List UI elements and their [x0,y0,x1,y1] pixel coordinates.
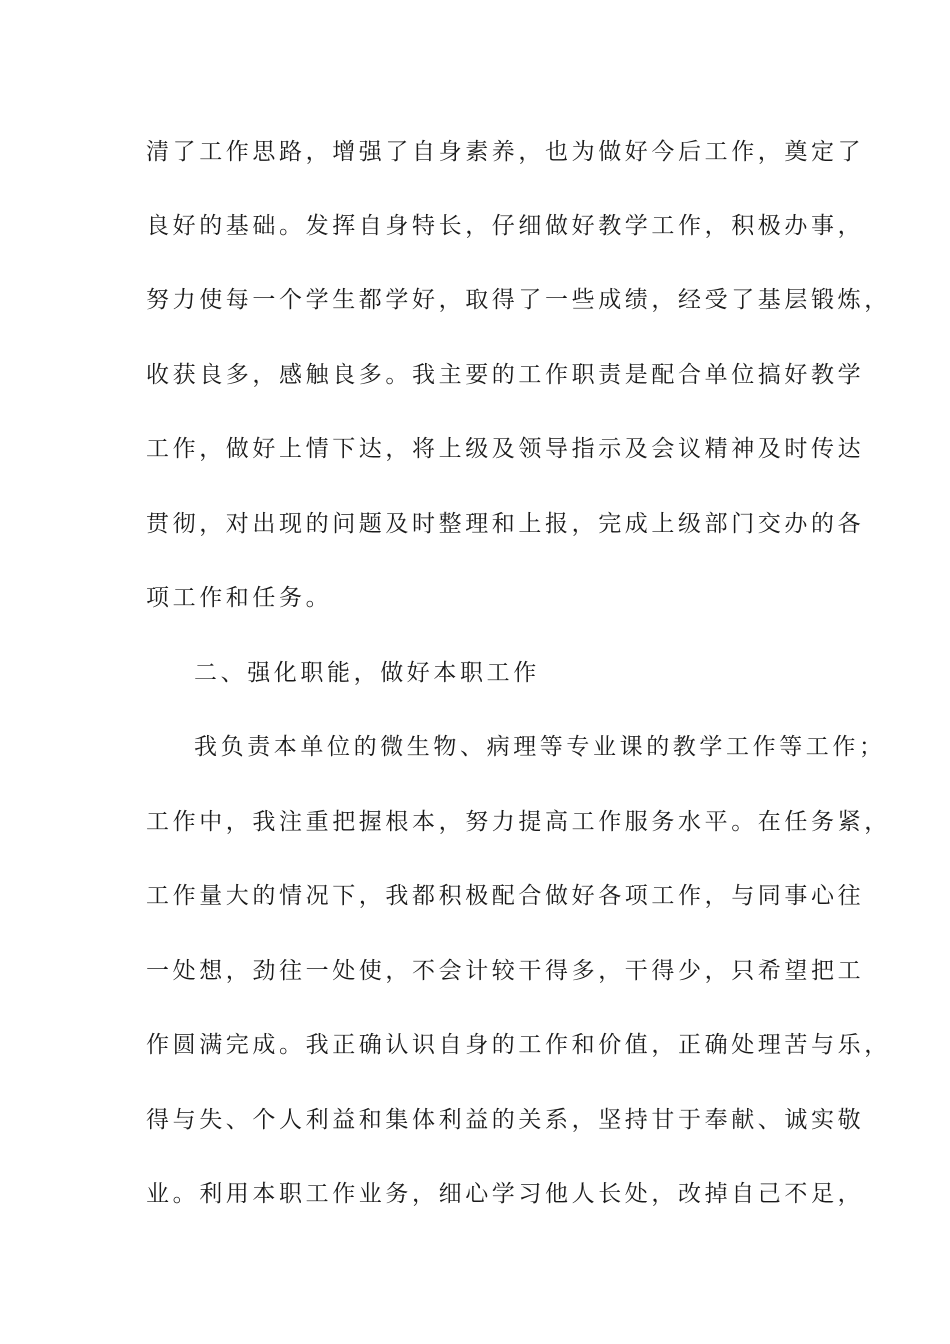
body-text-line: 贯彻，对出现的问题及时整理和上报，完成上级部门交办的各 [146,511,865,537]
body-text-line: 一处想，劲往一处使，不会计较干得多，干得少，只希望把工 [146,958,865,984]
body-text-line: 清了工作思路，增强了自身素养，也为做好今后工作，奠定了 [146,139,865,165]
body-text-line: 收获良多，感触良多。我主要的工作职责是配合单位搞好教学 [146,362,865,388]
body-text-line: 工作中，我注重把握根本，努力提高工作服务水平。在任务紧， [146,809,891,835]
body-text-line: 业。利用本职工作业务，细心学习他人长处，改掉自己不足， [146,1181,865,1207]
body-text-line: 我负责本单位的微生物、病理等专业课的教学工作等工作； [194,734,886,760]
body-text-line: 得与失、个人利益和集体利益的关系，坚持甘于奉献、诚实敬 [146,1107,865,1133]
section-heading: 二、强化职能，做好本职工作 [194,660,540,686]
body-text-line: 工作，做好上情下达，将上级及领导指示及会议精神及时传达 [146,436,865,462]
body-text-line: 工作量大的情况下，我都积极配合做好各项工作，与同事心往 [146,883,865,909]
body-text-line: 良好的基础。发挥自身特长，仔细做好教学工作，积极办事， [146,213,865,239]
body-text-line: 作圆满完成。我正确认识自身的工作和价值，正确处理苦与乐， [146,1032,891,1058]
body-text-line: 努力使每一个学生都学好，取得了一些成绩，经受了基层锻炼， [146,287,891,313]
body-text-line: 项工作和任务。 [146,585,333,611]
